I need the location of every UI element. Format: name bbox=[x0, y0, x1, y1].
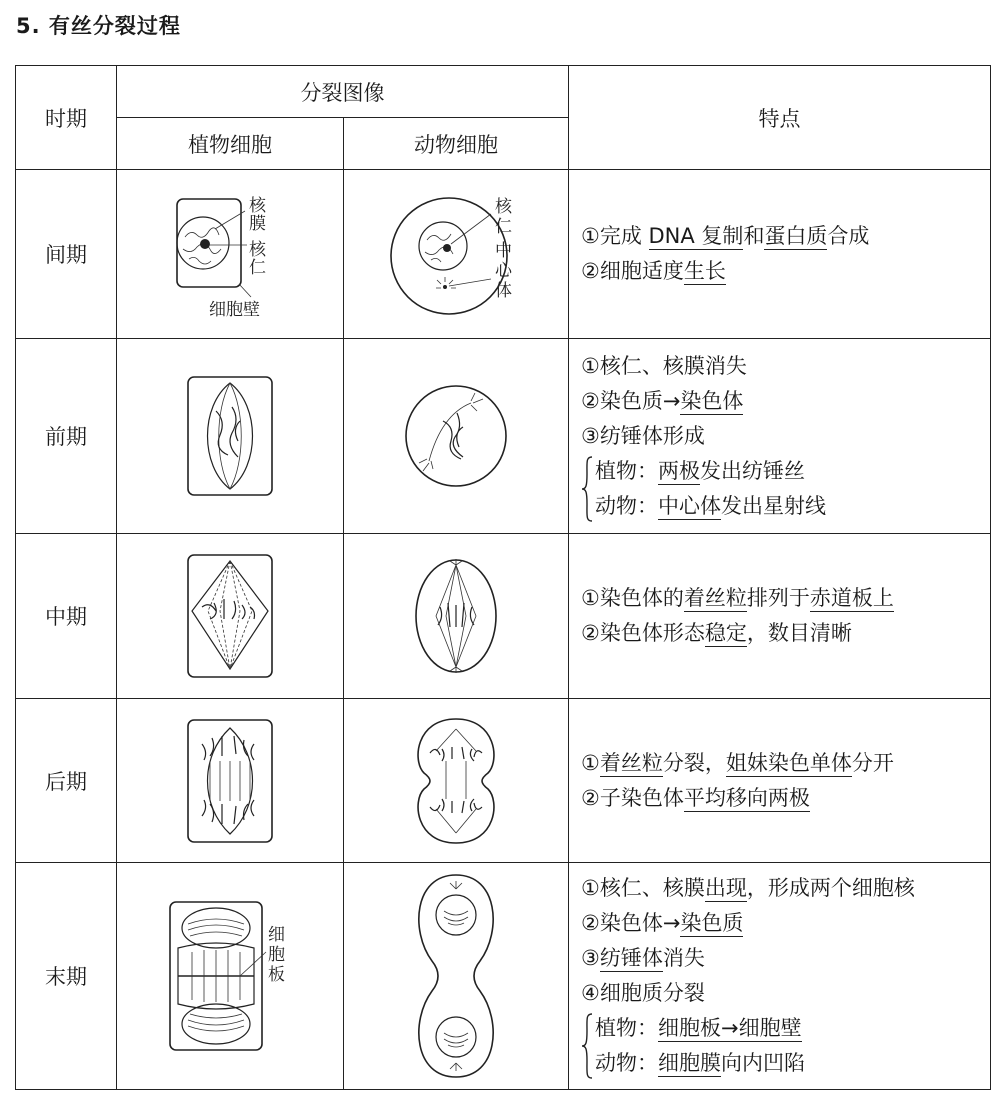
plant-label-nuclear-membrane-2: 膜 bbox=[249, 214, 266, 234]
feature-text: 纺锤体形成 bbox=[599, 423, 705, 448]
animal-cell-image bbox=[344, 339, 569, 534]
features-prophase bbox=[569, 339, 991, 534]
feature-text: 染色质→ bbox=[599, 388, 681, 413]
row-anaphase bbox=[16, 699, 991, 863]
plant-label-nuclear-membrane-1: 核 bbox=[249, 196, 266, 216]
plant-anaphase-figure bbox=[180, 716, 280, 846]
feature-item bbox=[581, 254, 990, 289]
features-anaphase bbox=[569, 699, 991, 863]
features-metaphase bbox=[569, 534, 991, 699]
feature-number: ④ bbox=[581, 981, 600, 1005]
row-telophase bbox=[16, 863, 991, 1090]
feature-text: ，形成两个细胞核 bbox=[746, 876, 915, 900]
feature-number: ① bbox=[581, 224, 600, 248]
feature-number: ① bbox=[581, 353, 600, 378]
mitosis-table bbox=[15, 65, 991, 1090]
plant-label-cell-wall: 细胞壁 bbox=[209, 300, 260, 319]
animal-label-4: 心 bbox=[495, 261, 512, 281]
feature-item bbox=[581, 746, 990, 781]
feature-text: 动物： bbox=[595, 493, 658, 518]
underlined-keyword: 生长 bbox=[683, 259, 726, 283]
header-plant-cell: 植物细胞 bbox=[117, 118, 344, 170]
header-phase: 时期 bbox=[16, 66, 117, 170]
underlined-keyword: DNA 复制 bbox=[648, 224, 744, 248]
animal-label-1: 核 bbox=[495, 197, 512, 217]
phase-label: 末期 bbox=[16, 863, 117, 1090]
feature-item bbox=[581, 349, 990, 384]
phase-label: 中期 bbox=[16, 534, 117, 699]
plant-animal-comparison bbox=[581, 1011, 990, 1081]
features-interphase bbox=[569, 170, 991, 339]
underlined-keyword: 细胞板→细胞壁 bbox=[658, 1016, 802, 1040]
underlined-keyword: 中心体 bbox=[658, 493, 721, 518]
feature-text: 和 bbox=[743, 224, 765, 248]
feature-text: 染色体的 bbox=[599, 586, 684, 610]
feature-number: ② bbox=[581, 621, 600, 645]
feature-text: 植物： bbox=[595, 458, 658, 483]
plant-cell-image bbox=[117, 170, 344, 339]
feature-text: 染色体→ bbox=[599, 911, 681, 935]
feature-text: 核仁、核膜 bbox=[599, 876, 705, 900]
animal-metaphase-figure bbox=[406, 551, 506, 681]
brace-icon bbox=[581, 454, 593, 524]
feature-item bbox=[581, 941, 990, 976]
underlined-keyword: 细胞膜 bbox=[658, 1051, 721, 1075]
underlined-keyword: 姐妹染色单体 bbox=[725, 750, 852, 775]
feature-text: 消失 bbox=[662, 946, 705, 970]
feature-number: ② bbox=[581, 259, 600, 283]
comparison-item bbox=[595, 1011, 805, 1046]
phase-label: 前期 bbox=[16, 339, 117, 534]
animal-anaphase-figure bbox=[406, 711, 506, 851]
animal-label-5: 体 bbox=[495, 281, 512, 301]
plant-cell-image bbox=[117, 534, 344, 699]
animal-cell-image bbox=[344, 863, 569, 1090]
animal-label-3: 中 bbox=[495, 241, 512, 261]
plant-label-nucleolus-1: 核 bbox=[249, 240, 266, 260]
feature-text: 发出星射线 bbox=[721, 493, 826, 518]
underlined-keyword: 平均移向两极 bbox=[683, 785, 810, 810]
plant-prophase-figure bbox=[180, 371, 280, 501]
feature-number: ③ bbox=[581, 946, 600, 970]
feature-item bbox=[581, 581, 990, 616]
underlined-keyword: 两极 bbox=[658, 458, 700, 483]
section-heading: 5. 有丝分裂过程 bbox=[16, 14, 181, 38]
underlined-keyword: 纺锤体 bbox=[599, 946, 663, 970]
animal-label-2: 仁 bbox=[495, 217, 512, 237]
feature-item bbox=[581, 419, 990, 454]
feature-number: ① bbox=[581, 750, 600, 775]
feature-text: 发出纺锤丝 bbox=[700, 458, 805, 483]
comparison-item bbox=[595, 1046, 805, 1081]
animal-prophase-figure bbox=[401, 371, 511, 501]
feature-number: ② bbox=[581, 388, 600, 413]
underlined-keyword: 蛋白质 bbox=[764, 224, 828, 248]
feature-item bbox=[581, 976, 990, 1011]
feature-item bbox=[581, 781, 990, 816]
plant-telophase-figure bbox=[150, 896, 310, 1056]
feature-item bbox=[581, 871, 990, 906]
plant-cell-image bbox=[117, 699, 344, 863]
plant-animal-comparison bbox=[581, 454, 990, 524]
animal-cell-image bbox=[344, 534, 569, 699]
label-cell-plate-1: 细 bbox=[268, 925, 285, 945]
phase-label: 间期 bbox=[16, 170, 117, 339]
comparison-item bbox=[595, 454, 826, 489]
feature-text: ，数目清晰 bbox=[746, 621, 852, 645]
underlined-keyword: 稳定 bbox=[704, 621, 747, 645]
feature-text: 动物： bbox=[595, 1051, 658, 1075]
plant-interphase-figure bbox=[155, 189, 305, 319]
feature-number: ① bbox=[581, 876, 600, 900]
feature-text: 细胞适度 bbox=[599, 259, 684, 283]
features-telophase bbox=[569, 863, 991, 1090]
plant-label-nucleolus-2: 仁 bbox=[249, 258, 266, 278]
animal-interphase-figure bbox=[371, 184, 541, 324]
comparison-item bbox=[595, 489, 826, 524]
feature-text: 分裂， bbox=[662, 750, 726, 775]
underlined-keyword: 着丝粒 bbox=[683, 586, 747, 610]
underlined-keyword: 赤道板上 bbox=[809, 586, 894, 610]
underlined-keyword: 染色质 bbox=[680, 911, 744, 935]
feature-text: 染色体形态 bbox=[599, 621, 705, 645]
feature-text: 细胞质分裂 bbox=[599, 981, 705, 1005]
feature-text: 合成 bbox=[827, 224, 870, 248]
feature-number: ② bbox=[581, 911, 600, 935]
feature-number: ② bbox=[581, 785, 600, 810]
feature-text: 完成 bbox=[599, 224, 649, 248]
header-animal-cell: 动物细胞 bbox=[344, 118, 569, 170]
underlined-keyword: 出现 bbox=[704, 876, 747, 900]
feature-text: 植物： bbox=[595, 1016, 658, 1040]
feature-item bbox=[581, 219, 990, 254]
animal-telophase-figure bbox=[406, 871, 506, 1081]
row-prophase bbox=[16, 339, 991, 534]
label-cell-plate-2: 胞 bbox=[268, 945, 285, 965]
row-interphase bbox=[16, 170, 991, 339]
header-features: 特点 bbox=[569, 66, 991, 170]
brace-icon bbox=[581, 1011, 593, 1081]
feature-text: 向内凹陷 bbox=[721, 1051, 805, 1075]
feature-text: 子染色体 bbox=[599, 785, 684, 810]
underlined-keyword: 着丝粒 bbox=[599, 750, 663, 775]
row-metaphase bbox=[16, 534, 991, 699]
feature-number: ① bbox=[581, 586, 600, 610]
feature-number: ③ bbox=[581, 423, 600, 448]
feature-text: 排列于 bbox=[746, 586, 810, 610]
feature-item bbox=[581, 616, 990, 651]
animal-cell-image bbox=[344, 170, 569, 339]
plant-cell-image bbox=[117, 863, 344, 1090]
feature-item bbox=[581, 384, 990, 419]
phase-label: 后期 bbox=[16, 699, 117, 863]
plant-cell-image bbox=[117, 339, 344, 534]
header-division-images: 分裂图像 bbox=[117, 66, 569, 118]
underlined-keyword: 染色体 bbox=[680, 388, 744, 413]
label-cell-plate-3: 板 bbox=[268, 965, 285, 985]
plant-metaphase-figure bbox=[180, 551, 280, 681]
feature-text: 核仁、核膜消失 bbox=[599, 353, 747, 378]
animal-cell-image bbox=[344, 699, 569, 863]
feature-item bbox=[581, 906, 990, 941]
feature-text: 分开 bbox=[851, 750, 894, 775]
